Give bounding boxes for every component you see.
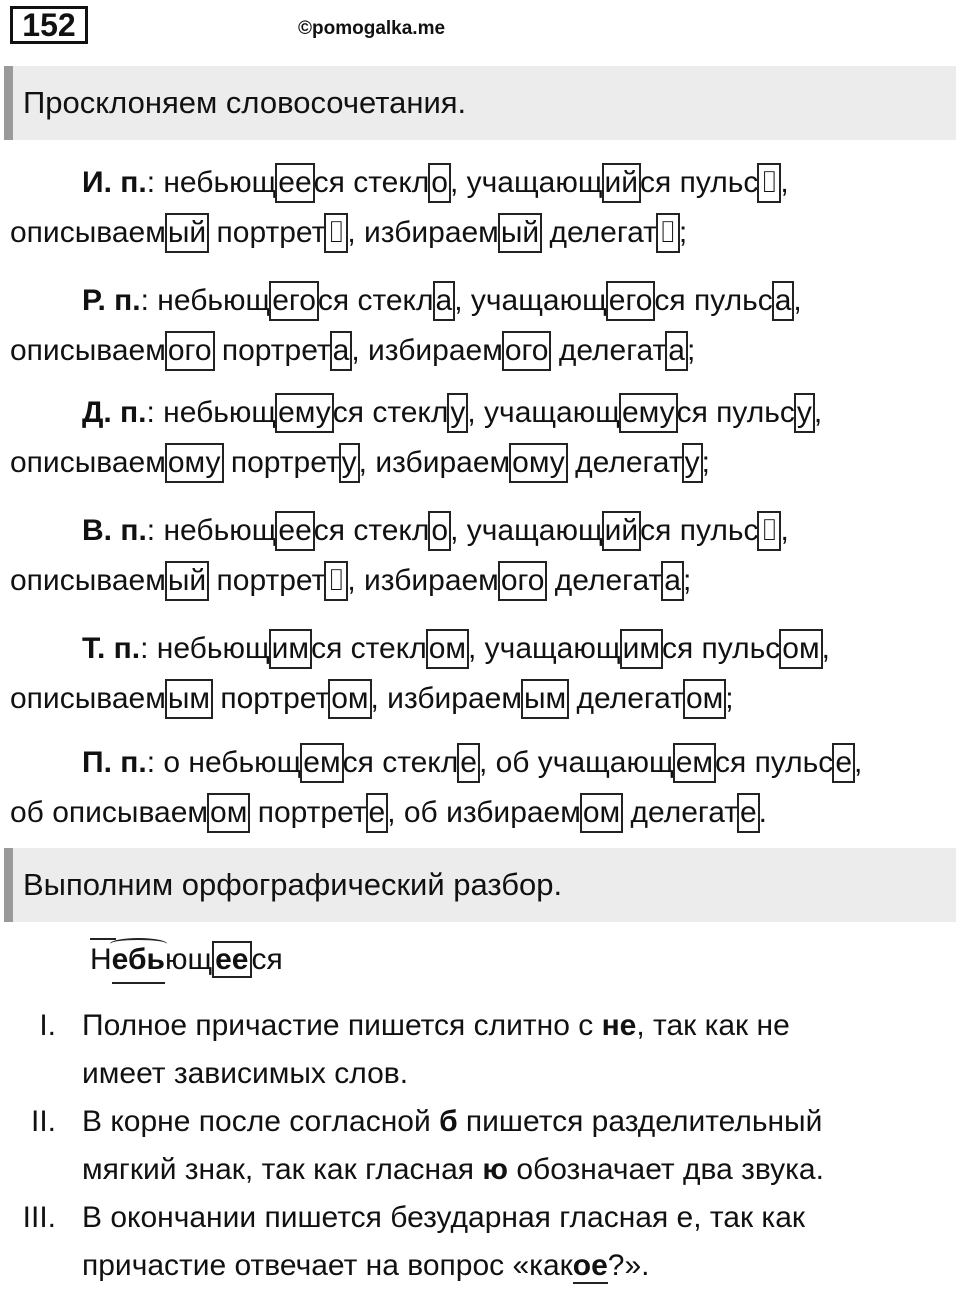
- ending-box: ым: [521, 679, 569, 719]
- text-fragment: делегат: [622, 796, 738, 829]
- ending-box: им: [620, 629, 663, 669]
- declension-line: [10, 738, 950, 788]
- rule-text: В корне после согласной б пишется разделительный мягкий знак, так как гласная ю обозначает два звука.: [82, 1105, 824, 1186]
- ending-box: ом: [580, 793, 623, 833]
- text-fragment: ся стекл: [311, 632, 427, 665]
- declension-line: [10, 326, 950, 376]
- text-fragment: ся пульс: [661, 632, 781, 665]
- ending-box: ⌷: [656, 213, 680, 253]
- declension-line: [10, 674, 950, 724]
- text-fragment: , учащающ: [454, 284, 607, 317]
- ending-box: у: [794, 393, 815, 433]
- text-fragment: : небьющ: [146, 396, 277, 429]
- case-label: П. п.: [82, 746, 147, 779]
- ending-box: ом: [683, 679, 726, 719]
- text-fragment: : небьющ: [146, 166, 277, 199]
- text-fragment: ся пульс: [715, 746, 834, 779]
- ending-box: а: [665, 331, 688, 371]
- ending-box: е: [737, 793, 760, 833]
- text-fragment: ;: [686, 334, 696, 367]
- rule-number: III.: [22, 1201, 56, 1234]
- text-fragment: , избираем: [347, 564, 499, 597]
- text-fragment: портрет: [222, 446, 340, 479]
- ending-box: у: [682, 443, 703, 483]
- rule-item: [10, 1098, 950, 1194]
- declension-case: [10, 738, 950, 838]
- text-fragment: описываем: [10, 564, 166, 597]
- text-fragment: ся стекл: [317, 284, 434, 317]
- ending-box: ого: [498, 561, 548, 601]
- section-header-declension: [4, 66, 956, 140]
- text-fragment: ,: [813, 396, 823, 429]
- case-label: В. п.: [82, 514, 147, 547]
- text-fragment: ся стекл: [342, 746, 459, 779]
- ending-box: е: [366, 793, 389, 833]
- watermark: ©pomogalka.me: [298, 18, 446, 39]
- rule-text: В окончании пишется безударная гласная е, так как причастие отвечает на вопрос «какое?».: [82, 1201, 806, 1282]
- morphemic-analysis-word: [90, 938, 283, 984]
- rule-text: Полное причастие пишется слитно с не, так как не имеет зависимых слов.: [82, 1009, 790, 1090]
- ending-box: ему: [275, 393, 334, 433]
- text-fragment: ,: [780, 166, 789, 199]
- ending-box: а: [330, 331, 353, 371]
- ending-box: у: [339, 443, 360, 483]
- text-fragment: ся пульс: [640, 514, 759, 547]
- text-fragment: , избираем: [358, 446, 511, 479]
- case-label: Д. п.: [82, 396, 147, 429]
- text-fragment: портрет: [208, 564, 326, 597]
- rule-item: [10, 1194, 950, 1290]
- declension-line: [10, 506, 950, 556]
- text-fragment: , об учащающ: [478, 746, 674, 779]
- declension-line: [10, 438, 950, 488]
- text-fragment: : о небьющ: [146, 746, 302, 779]
- declension-line: [10, 388, 950, 438]
- text-fragment: ,: [793, 284, 802, 317]
- text-fragment: описываем: [10, 216, 166, 249]
- section-header-analysis: [4, 848, 956, 922]
- declension-case: [10, 506, 950, 606]
- ending-box: ый: [165, 213, 209, 253]
- text-fragment: описываем: [10, 682, 166, 715]
- text-fragment: , учащающ: [449, 166, 603, 199]
- text-fragment: , избираем: [347, 216, 499, 249]
- word-suffix: ющ: [164, 943, 213, 976]
- declension-line: [10, 788, 950, 838]
- text-fragment: портрет: [213, 334, 331, 367]
- text-fragment: описываем: [10, 446, 166, 479]
- text-fragment: : небьющ: [146, 514, 277, 547]
- ending-box: о: [428, 511, 451, 551]
- ending-box: ый: [165, 561, 209, 601]
- text-fragment: делегат: [546, 564, 663, 597]
- ending-box: ем: [300, 743, 343, 783]
- ending-box: е: [832, 743, 855, 783]
- ending-box: им: [269, 629, 312, 669]
- rule-item: [10, 1002, 950, 1098]
- text-fragment: ся пульс: [640, 166, 759, 199]
- declension-line: [10, 158, 950, 208]
- rule-number: II.: [30, 1105, 56, 1138]
- text-fragment: , избираем: [370, 682, 522, 715]
- page-number: 152: [10, 6, 88, 44]
- case-label: Р. п.: [82, 284, 141, 317]
- word-ending: ее: [212, 941, 251, 978]
- declension-line: [10, 556, 950, 606]
- ending-box: ее: [275, 163, 314, 203]
- declension-case: [10, 158, 950, 258]
- ending-box: ый: [498, 213, 542, 253]
- ending-box: ом: [328, 679, 371, 719]
- text-fragment: делегат: [568, 682, 684, 715]
- text-fragment: : небьющ: [140, 632, 270, 665]
- text-fragment: об описываем: [10, 796, 209, 829]
- ending-box: ом: [779, 629, 822, 669]
- word-root: ебь: [112, 938, 165, 984]
- declension-case: [10, 624, 950, 724]
- ending-box: его: [269, 281, 319, 321]
- ending-box: ому: [509, 443, 568, 483]
- case-label: Т. п.: [82, 632, 141, 665]
- text-fragment: , учащающ: [450, 514, 603, 547]
- ending-box: его: [606, 281, 656, 321]
- ending-box: а: [433, 281, 456, 321]
- declension-line: [10, 276, 950, 326]
- ending-box: ого: [502, 331, 552, 371]
- case-label: И. п.: [82, 166, 147, 199]
- text-fragment: ;: [682, 564, 692, 597]
- text-fragment: делегат: [550, 334, 667, 367]
- text-fragment: делегат: [541, 216, 657, 249]
- ending-box: ий: [602, 511, 642, 551]
- ending-box: а: [661, 561, 684, 601]
- text-fragment: , об избираем: [387, 796, 581, 829]
- text-fragment: ;: [725, 682, 734, 715]
- text-fragment: ся пульс: [654, 284, 773, 317]
- section-title: Просклоняем словосочетания.: [23, 85, 467, 120]
- ending-box: ее: [275, 511, 314, 551]
- ending-box: ⌷: [757, 163, 781, 203]
- ending-box: а: [772, 281, 795, 321]
- text-fragment: ,: [780, 514, 789, 547]
- text-fragment: , учащающ: [467, 396, 620, 429]
- text-fragment: ,: [854, 746, 863, 779]
- text-fragment: ся стекл: [332, 396, 449, 429]
- section-title: Выполним орфографический разбор.: [23, 867, 563, 902]
- text-fragment: описываем: [10, 334, 166, 367]
- ending-box: ом: [207, 793, 250, 833]
- declension-case: [10, 388, 950, 488]
- text-fragment: портрет: [208, 216, 326, 249]
- text-fragment: ся стекл: [313, 514, 430, 547]
- ending-box: ему: [619, 393, 678, 433]
- text-fragment: .: [758, 796, 767, 829]
- text-fragment: ,: [821, 632, 830, 665]
- text-fragment: , избираем: [351, 334, 503, 367]
- declension-case: [10, 276, 950, 376]
- ending-box: е: [457, 743, 480, 783]
- ending-box: ым: [165, 679, 213, 719]
- text-fragment: портрет: [249, 796, 367, 829]
- text-fragment: портрет: [212, 682, 330, 715]
- ending-box: ⌷: [324, 561, 348, 601]
- ending-box: ий: [602, 163, 642, 203]
- word-prefix: Н: [90, 938, 112, 982]
- ending-box: ем: [673, 743, 716, 783]
- declension-line: [10, 624, 950, 674]
- ending-box: о: [428, 163, 451, 203]
- text-fragment: : небьющ: [140, 284, 271, 317]
- declension-line: [10, 208, 950, 258]
- text-fragment: , учащающ: [468, 632, 621, 665]
- rule-number: I.: [39, 1009, 56, 1042]
- text-fragment: ;: [678, 216, 688, 249]
- ending-box: у: [447, 393, 468, 433]
- text-fragment: ся стекл: [313, 166, 430, 199]
- word-postfix: ся: [251, 943, 283, 976]
- ending-box: ⌷: [324, 213, 348, 253]
- ending-box: ому: [165, 443, 224, 483]
- text-fragment: ся пульс: [676, 396, 795, 429]
- ending-box: ом: [426, 629, 469, 669]
- text-fragment: делегат: [566, 446, 683, 479]
- ending-box: ⌷: [757, 511, 781, 551]
- ending-box: ого: [165, 331, 215, 371]
- text-fragment: ;: [701, 446, 710, 479]
